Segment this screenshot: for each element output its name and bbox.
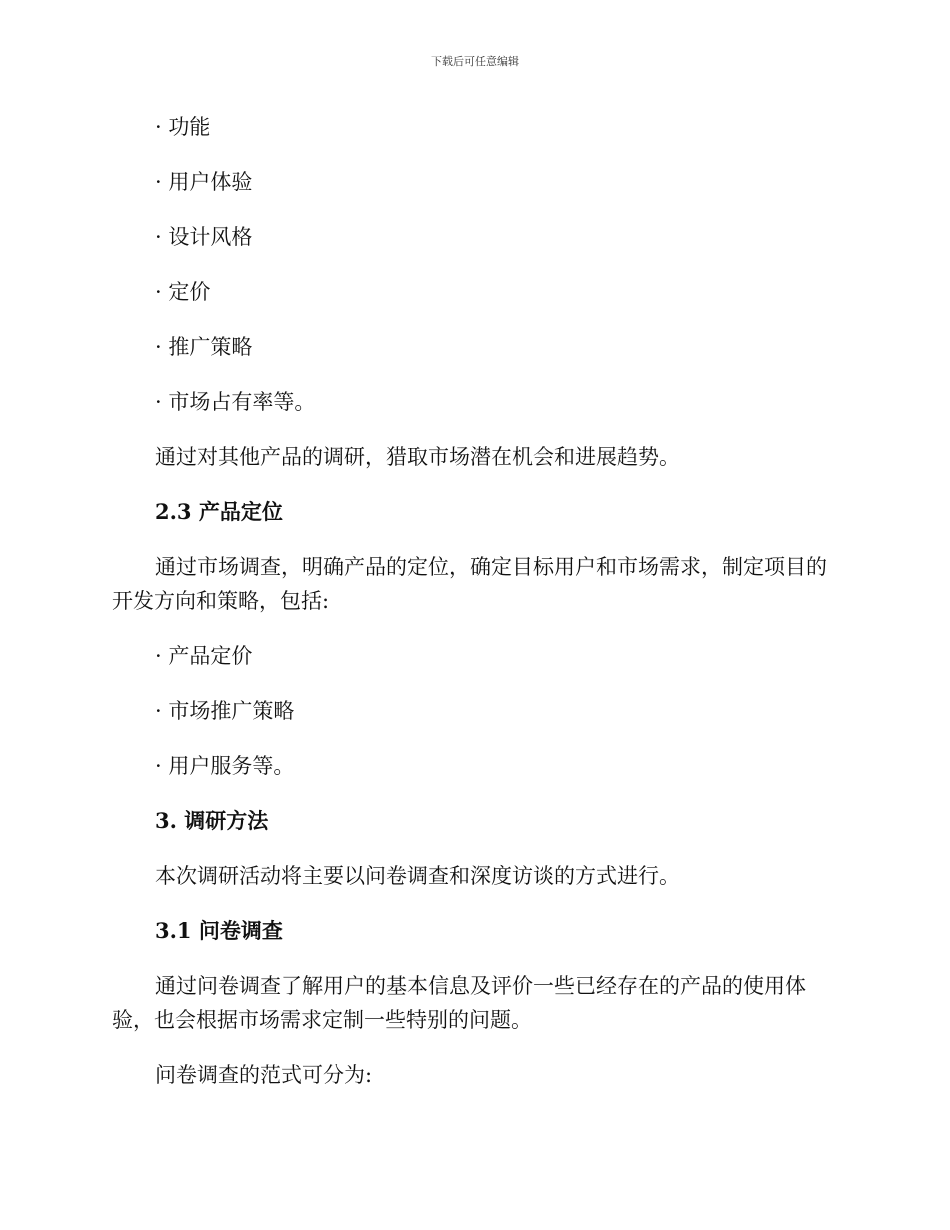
paragraph-competitor-research: 通过对其他产品的调研，猎取市场潜在机会和进展趋势。 [155,445,680,469]
heading-3-research-methods: 3. 调研方法 [155,808,269,833]
paragraph-questionnaire-forms: 问卷调查的范式可分为: [155,1063,373,1087]
heading-3-1-questionnaire: 3.1 问卷调查 [155,918,283,943]
page-header: 下载后可任意编辑 [431,55,519,68]
bullet-user-service: · 用户服务等。 [155,754,295,778]
bullet-pricing: · 定价 [155,280,211,304]
paragraph-methods: 本次调研活动将主要以问卷调查和深度访谈的方式进行。 [155,864,680,888]
bullet-market-promotion: · 市场推广策略 [155,699,295,723]
paragraph-positioning: 通过市场调查，明确产品的定位，确定目标用户和市场需求，制定项目的开发方向和策略，包括: [112,555,827,613]
bullet-function: · 功能 [155,115,211,139]
heading-2-3-product-positioning: 2.3 产品定位 [155,499,283,524]
bullet-promotion-strategy: · 推广策略 [155,335,253,359]
bullet-market-share: · 市场占有率等。 [155,390,316,414]
bullet-design-style: · 设计风格 [155,225,253,249]
document-body [112,110,838,1113]
bullet-user-experience: · 用户体验 [155,170,253,194]
paragraph-questionnaire: 通过问卷调查了解用户的基本信息及评价一些已经存在的产品的使用体验，也会根据市场需求定制一些特别的问题。 [112,974,806,1032]
bullet-product-pricing: · 产品定价 [155,644,253,668]
